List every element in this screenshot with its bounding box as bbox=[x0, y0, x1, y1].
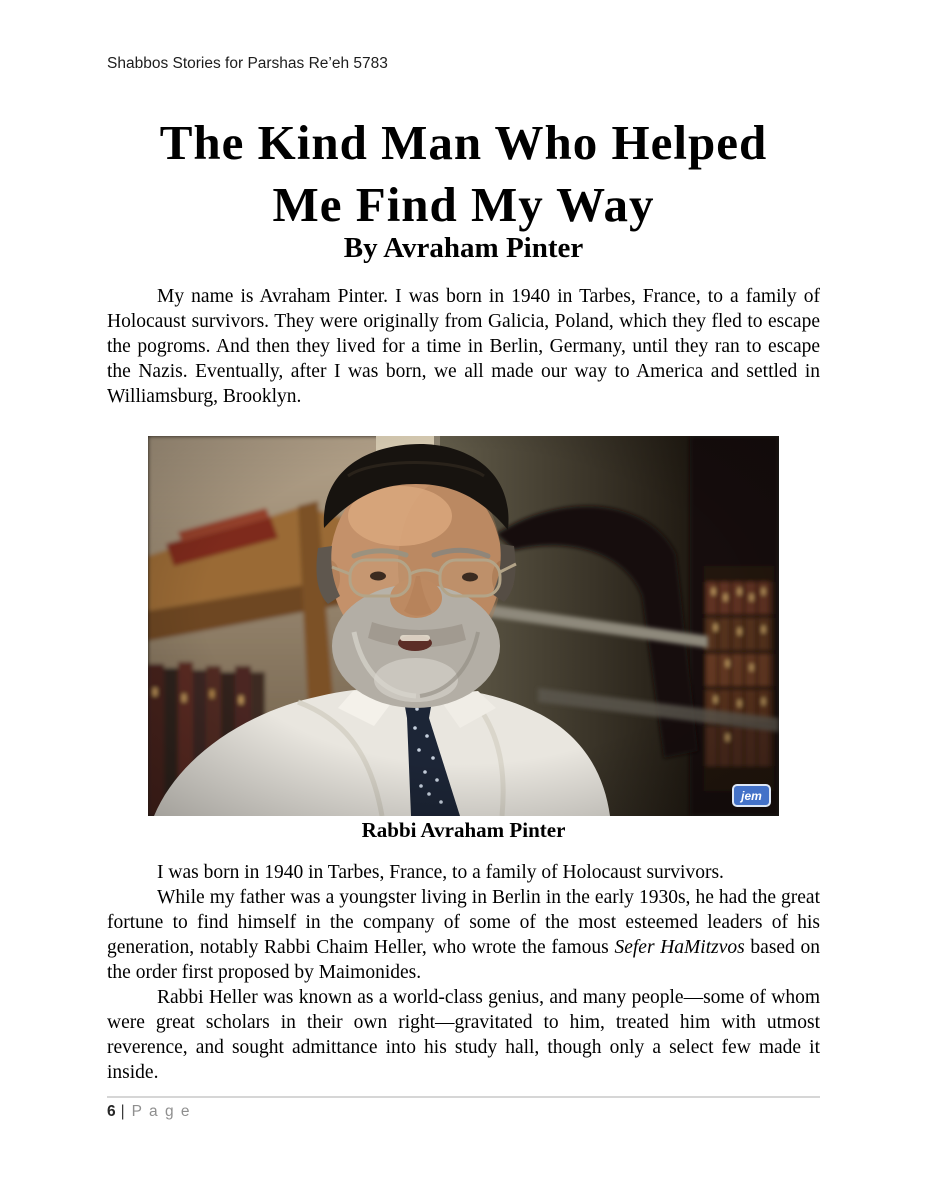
paragraph: Rabbi Heller was known as a world-class genius, and many people—some of whom were great scholars in their own right—gravitated to him, treated him with utmost reverence, and sought admittance into his study hall, though only a select few made it inside. bbox=[107, 987, 820, 1083]
paragraph: I was born in 1940 in Tarbes, France, to a family of Holocaust survivors. bbox=[157, 862, 724, 883]
jem-badge bbox=[733, 785, 770, 806]
article-title bbox=[0, 112, 927, 236]
photo-caption: Rabbi Avraham Pinter bbox=[361, 818, 566, 842]
body-paragraphs bbox=[107, 860, 820, 1085]
photo-vignette bbox=[148, 436, 779, 816]
paragraph: While my father was a youngster living in Berlin in the early 1930s, he had the great fortune to find himself in the company of some of the most esteemed leaders of his generation, notably Rabbi Chaim Heller, who wrote the famous Sefer HaMitzvos based on the order first proposed by Maimonides. bbox=[107, 887, 820, 983]
footer-separator: | bbox=[120, 1103, 125, 1120]
running-header: Shabbos Stories for Parshas Re’eh 5783 bbox=[107, 55, 388, 72]
photo-rabbi-avraham-pinter bbox=[148, 436, 779, 816]
intro-paragraphs bbox=[107, 284, 820, 409]
footer-page-label: P a g e bbox=[131, 1103, 191, 1120]
title-line-1: The Kind Man Who Helped bbox=[159, 115, 768, 170]
photo-figure bbox=[148, 436, 779, 816]
byline: By Avraham Pinter bbox=[343, 232, 584, 264]
paragraph: My name is Avraham Pinter. I was born in 1940 in Tarbes, France, to a family of Holocaust survivors. They were originally from Galicia, Poland, which they fled to escape the pogroms. And then they lived for a time in Berlin, Germany, until they ran to escape the Nazis. Eventually, after I was born, we all made our way to America and settled in Williamsburg, Brooklyn. bbox=[107, 286, 820, 407]
page-number: 6 bbox=[107, 1103, 116, 1120]
page-footer bbox=[107, 1103, 191, 1121]
jem-badge-text: jem bbox=[741, 789, 762, 803]
footer-rule bbox=[107, 1096, 820, 1098]
title-line-2: Me Find My Way bbox=[272, 177, 655, 232]
